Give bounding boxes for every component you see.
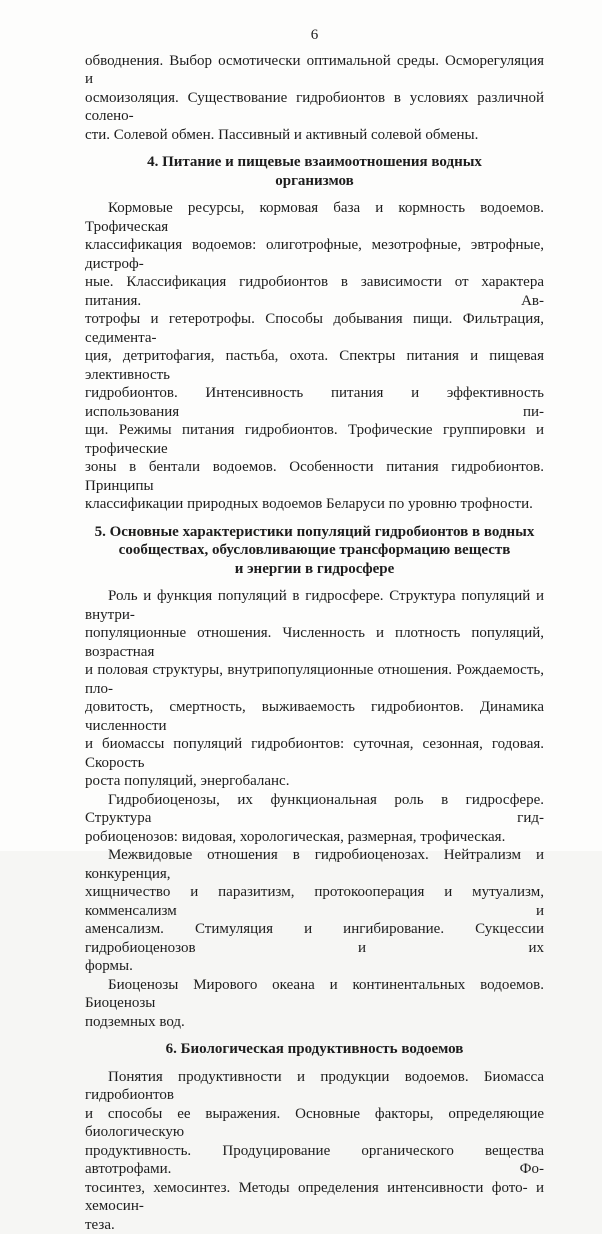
text-line: продуктивность. Продуцирование органического вещества автотрофами. Фо- xyxy=(85,1142,544,1179)
text-line: роста популяций, энергобаланс. xyxy=(85,772,544,791)
text-line: Кормовые ресурсы, кормовая база и кормность водоемов. Трофическая xyxy=(85,199,544,236)
page-content xyxy=(85,52,544,1234)
text-line: и биомассы популяций гидробионтов: суточная, сезонная, годовая. Скорость xyxy=(85,735,544,772)
text-line: Гидробиоценозы, их функциональная роль в гидросфере. Структура гид- xyxy=(85,791,544,828)
body-paragraph xyxy=(85,791,544,847)
heading-line: 6. Биологическая продуктивность водоемов xyxy=(85,1040,544,1059)
text-line: хищничество и паразитизм, протокооперация и мутуализм, комменсализм и xyxy=(85,883,544,920)
body-paragraph xyxy=(85,199,544,514)
text-line: аменсализм. Стимуляция и ингибирование. Сукцессии гидробиоценозов и их xyxy=(85,920,544,957)
text-line: сти. Солевой обмен. Пассивный и активный солевой обмены. xyxy=(85,126,544,145)
heading-line: и энергии в гидросфере xyxy=(85,560,544,579)
heading-line: 4. Питание и пищевые взаимоотношения водных xyxy=(85,153,544,172)
text-line: тотрофы и гетеротрофы. Способы добывания пищи. Фильтрация, седимента- xyxy=(85,310,544,347)
text-line: классификации природных водоемов Беларуси по уровню трофности. xyxy=(85,495,544,514)
text-line: подземных вод. xyxy=(85,1013,544,1032)
text-line: классификация водоемов: олиготрофные, мезотрофные, эвтрофные, дистроф- xyxy=(85,236,544,273)
body-paragraph xyxy=(85,1068,544,1234)
body-paragraph xyxy=(85,587,544,791)
text-line: теза. xyxy=(85,1216,544,1234)
page-number: 6 xyxy=(85,26,544,45)
section-heading xyxy=(85,1040,544,1059)
text-line: Межвидовые отношения в гидробиоценозах. Нейтрализм и конкуренция, xyxy=(85,846,544,883)
body-paragraph xyxy=(85,52,544,145)
text-line: Роль и функция популяций в гидросфере. Структура популяций и внутри- xyxy=(85,587,544,624)
text-line: обводнения. Выбор осмотически оптимальной среды. Осморегуляция и xyxy=(85,52,544,89)
text-line: популяционные отношения. Численность и плотность популяций, возрастная xyxy=(85,624,544,661)
text-line: ные. Классификация гидробионтов в зависимости от характера питания. Ав- xyxy=(85,273,544,310)
text-line: зоны в бентали водоемов. Особенности питания гидробионтов. Принципы xyxy=(85,458,544,495)
text-line: щи. Режимы питания гидробионтов. Трофические группировки и трофические xyxy=(85,421,544,458)
text-line: довитость, смертность, выживаемость гидробионтов. Динамика численности xyxy=(85,698,544,735)
section-heading xyxy=(85,523,544,579)
text-line: Понятия продуктивности и продукции водоемов. Биомасса гидробионтов xyxy=(85,1068,544,1105)
text-line: и половая структуры, внутрипопуляционные отношения. Рождаемость, пло- xyxy=(85,661,544,698)
heading-line: 5. Основные характеристики популяций гидробионтов в водных xyxy=(85,523,544,542)
text-line: гидробионтов. Интенсивность питания и эффективность использования пи- xyxy=(85,384,544,421)
body-paragraph xyxy=(85,976,544,1032)
text-line: тосинтез, хемосинтез. Методы определения интенсивности фото- и хемосин- xyxy=(85,1179,544,1216)
heading-line: сообществах, обусловливающие трансформацию веществ xyxy=(85,541,544,560)
text-line: Биоценозы Мирового океана и континентальных водоемов. Биоценозы xyxy=(85,976,544,1013)
text-line: робиоценозов: видовая, хорологическая, размерная, трофическая. xyxy=(85,828,544,847)
text-line: осмоизоляция. Существование гидробионтов в условиях различной солено- xyxy=(85,89,544,126)
text-line: и способы ее выражения. Основные факторы, определяющие биологическую xyxy=(85,1105,544,1142)
heading-line: организмов xyxy=(85,172,544,191)
section-heading xyxy=(85,153,544,190)
body-paragraph xyxy=(85,846,544,976)
text-line: ция, детритофагия, пастьба, охота. Спектры питания и пищевая элективность xyxy=(85,347,544,384)
text-line: формы. xyxy=(85,957,544,976)
